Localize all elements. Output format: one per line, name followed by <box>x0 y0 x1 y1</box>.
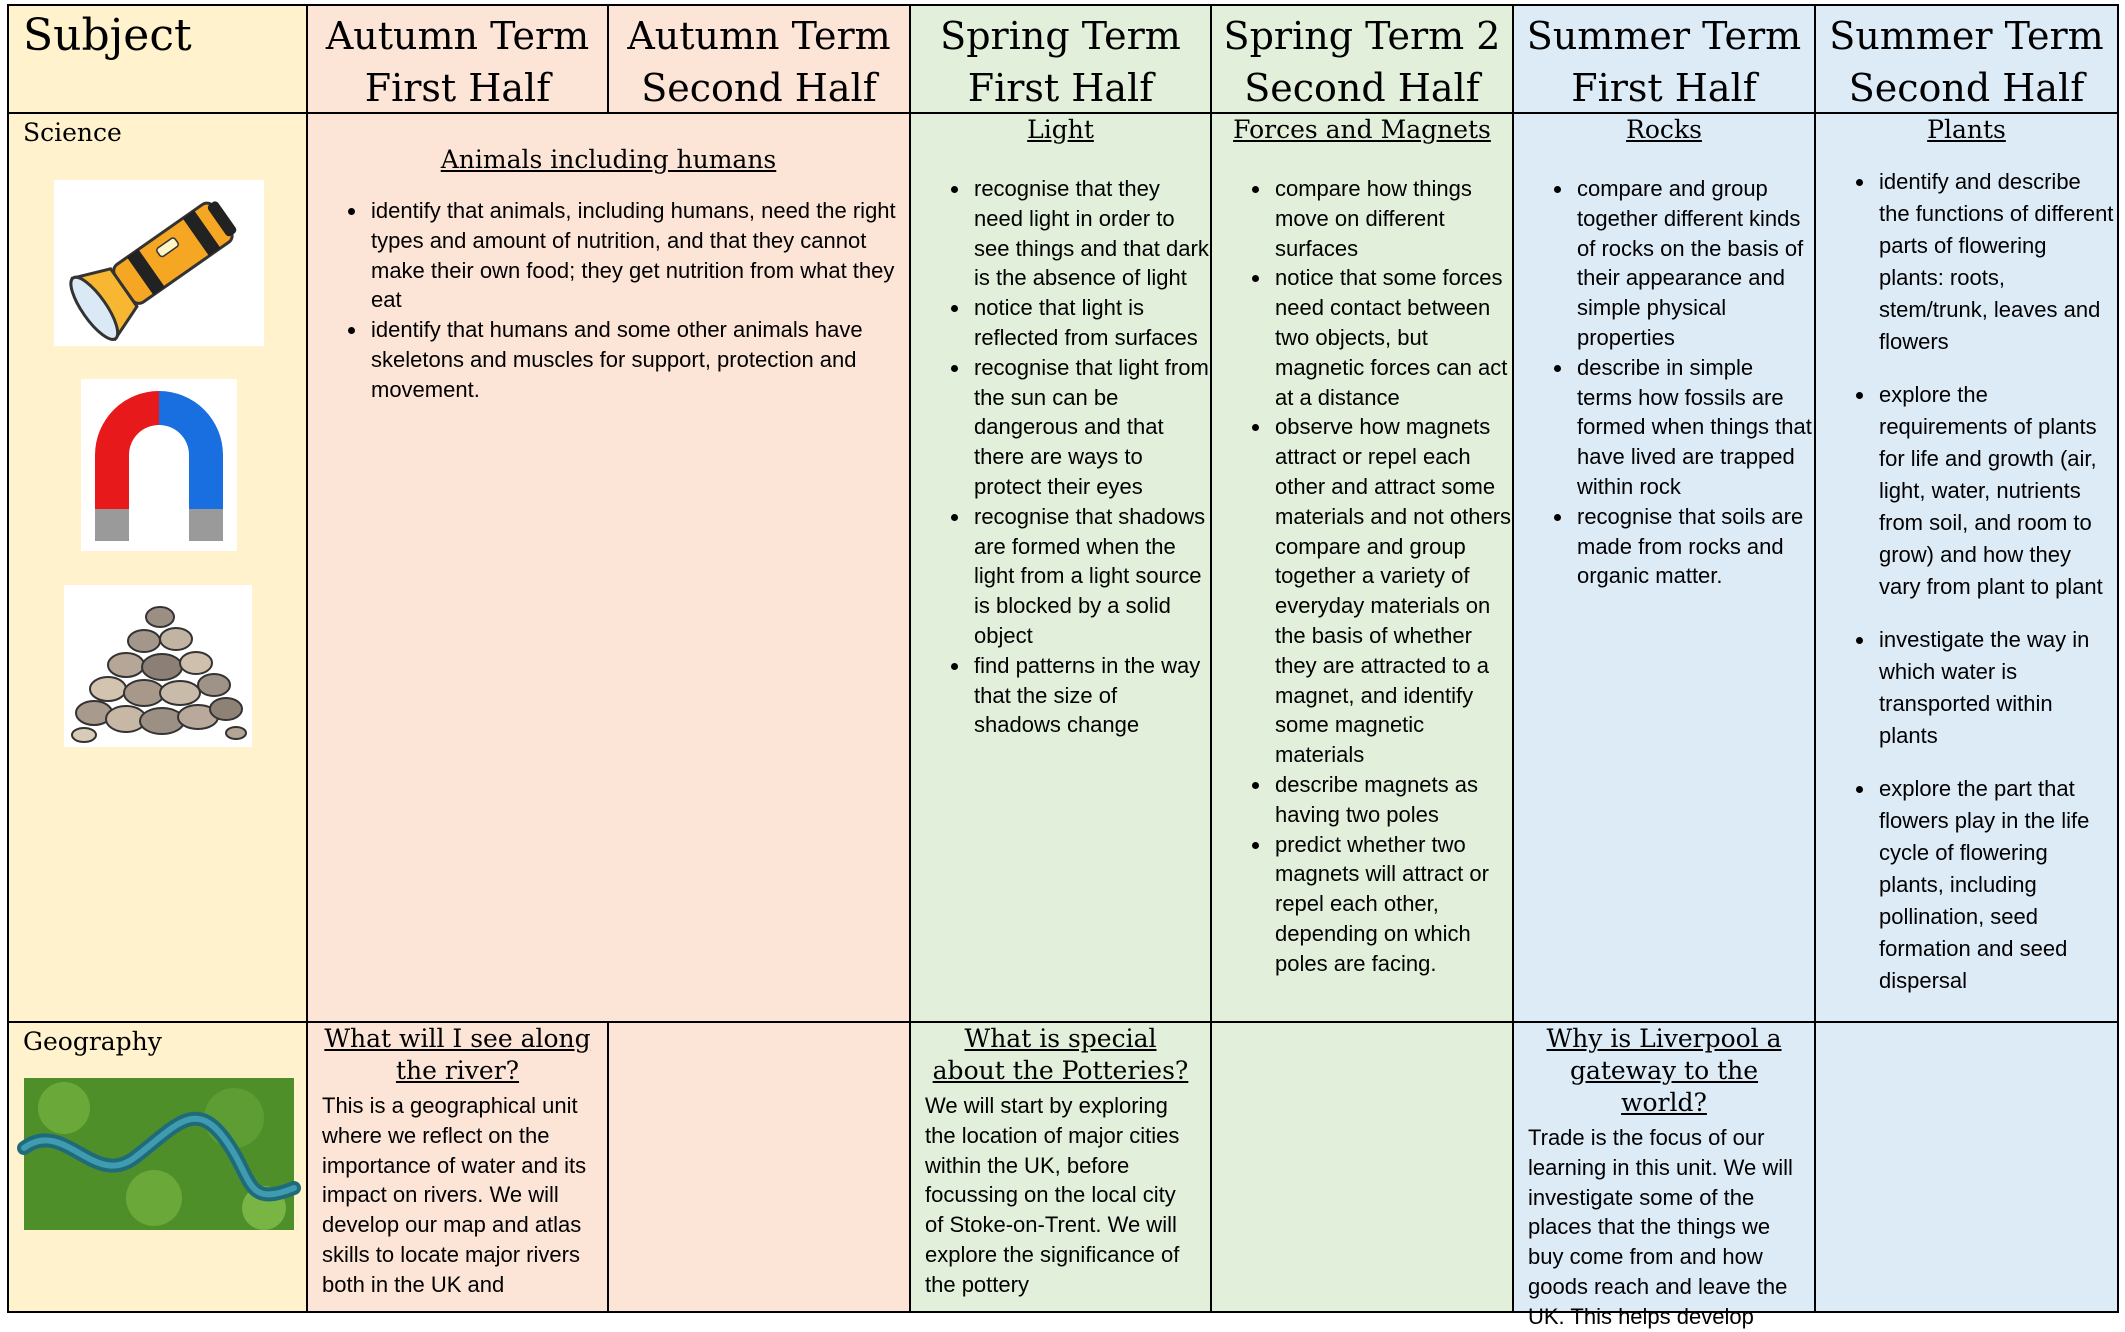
header-autumn1-line1: Autumn Term <box>325 14 590 58</box>
science-spring1-cell <box>911 114 1212 1023</box>
header-summer1-line1: Summer Term <box>1526 14 1802 58</box>
header-subject-text: Subject <box>23 10 192 61</box>
header-autumn1-line2: First Half <box>364 66 551 110</box>
geography-autumn1-topic: What will I see along the river? <box>324 1024 591 1085</box>
geography-spring1-topic: What is special about the Potteries? <box>932 1024 1189 1085</box>
list-item: • investigate the way in which water is transported within plants <box>1876 624 2117 752</box>
science-spring2-cell <box>1212 114 1514 1023</box>
header-summer-second-half <box>1816 4 2119 114</box>
river-landscape-icon <box>24 1078 294 1230</box>
header-spring-first-half <box>911 4 1212 114</box>
header-autumn2-line1: Autumn Term <box>627 14 891 58</box>
list-item: • predict whether two magnets will attract or repel each other, depending on which poles are facing. <box>1272 830 1512 979</box>
list-item: • explore the part that flowers play in the life cycle of flowering plants, including pollination, seed formation and seed dispersal <box>1876 773 2117 997</box>
science-label: Science <box>23 118 122 147</box>
science-autumn-list <box>308 196 909 405</box>
science-summer2-topic: Plants <box>1927 115 2006 144</box>
header-spring1-line1: Spring Term <box>940 14 1181 58</box>
geography-spring1-text: We will start by exploring the location of major cities within the UK, before focussing on the local city of Stoke-on-Trent. We will explore the significance of the pottery <box>925 1093 1180 1297</box>
list-item: • identify and describe the functions of different parts of flowering plants: roots, stem/trunk, leaves and flowers <box>1876 166 2117 358</box>
header-spring2-line1: Spring Term 2 <box>1223 14 1501 58</box>
science-summer1-cell <box>1514 114 1816 1023</box>
science-spring2-list <box>1212 174 1512 979</box>
list-item: • notice that light is reflected from surfaces <box>971 293 1210 353</box>
science-summer1-list <box>1514 174 1814 591</box>
list-item: • describe in simple terms how fossils are formed when things that have lived are trapped within rock <box>1574 353 1814 502</box>
list-item: • describe magnets as having two poles <box>1272 770 1512 830</box>
header-spring1-line2: First Half <box>967 66 1154 110</box>
horseshoe-magnet-icon <box>81 379 237 551</box>
list-item: • identify that animals, including humans, need the right types and amount of nutrition, and that they cannot make their own food; they get nutrition from what they eat <box>368 196 909 315</box>
geography-summer1-cell <box>1514 1023 1816 1329</box>
geography-label: Geography <box>23 1027 162 1056</box>
science-spring2-topic: Forces and Magnets <box>1233 115 1491 144</box>
list-item: • recognise that light from the sun can be dangerous and that there are ways to protect their eyes <box>971 353 1210 502</box>
science-summer1-topic: Rocks <box>1626 115 1702 144</box>
science-autumn-topic: Animals including humans <box>440 145 777 174</box>
science-summer2-cell <box>1816 114 2119 1023</box>
geography-summer2-cell <box>1816 1023 2119 1313</box>
header-spring-second-half <box>1212 4 1514 114</box>
science-autumn-cell <box>308 114 911 1023</box>
header-autumn-second-half <box>609 4 911 114</box>
geography-autumn1-cell <box>308 1023 609 1313</box>
list-item: • compare how things move on different surfaces <box>1272 174 1512 263</box>
header-summer2-line2: Second Half <box>1848 66 2085 110</box>
list-item: • find patterns in the way that the size of shadows change <box>971 651 1210 740</box>
geography-subject-cell <box>7 1023 308 1313</box>
geography-spring1-cell <box>911 1023 1212 1313</box>
header-spring2-line2: Second Half <box>1244 66 1480 110</box>
list-item: • recognise that soils are made from rocks and organic matter. <box>1574 502 1814 591</box>
list-item: • recognise that shadows are formed when the light from a light source is blocked by a solid object <box>971 502 1210 651</box>
science-spring1-topic: Light <box>1027 115 1094 144</box>
header-summer1-line2: First Half <box>1571 66 1757 110</box>
science-spring1-list <box>911 174 1210 740</box>
header-summer-first-half <box>1514 4 1816 114</box>
list-item: • explore the requirements of plants for life and growth (air, light, water, nutrients from soil, and room to grow) and how they vary from plant to plant <box>1876 379 2117 603</box>
geography-autumn1-text: This is a geographical unit where we reflect on the importance of water and its impact on rivers. We will develop our map and atlas skills to locate major rivers both in the UK and <box>322 1093 587 1297</box>
science-summer2-list <box>1816 166 2117 997</box>
geography-summer1-topic: Why is Liverpool a gateway to the world? <box>1546 1024 1782 1117</box>
header-autumn2-line2: Second Half <box>641 66 877 110</box>
header-summer2-line1: Summer Term <box>1829 14 2104 58</box>
torch-icon <box>54 180 264 346</box>
list-item: • compare and group together different kinds of rocks on the basis of their appearance and simple physical properties <box>1574 174 1814 353</box>
geography-autumn2-cell <box>609 1023 911 1313</box>
header-subject <box>7 4 308 114</box>
list-item: • observe how magnets attract or repel each other and attract some materials and not others compare and group together a variety of everyday materials on the basis of whether they are attracted to a magnet, and identify some magnetic materials <box>1272 412 1512 770</box>
list-item: • notice that some forces need contact between two objects, but magnetic forces can act at a distance <box>1272 263 1512 412</box>
list-item: • identify that humans and some other animals have skeletons and muscles for support, protection and movement. <box>368 315 909 404</box>
rock-pile-icon <box>64 585 252 747</box>
header-autumn-first-half <box>308 4 609 114</box>
science-subject-cell <box>7 114 308 1023</box>
geography-summer1-text: Trade is the focus of our learning in this unit. We will investigate some of the places that the things we buy come from and how goods reach and leave the UK. This helps develop <box>1528 1125 1793 1329</box>
geography-spring2-cell <box>1212 1023 1514 1313</box>
list-item: • recognise that they need light in order to see things and that dark is the absence of light <box>971 174 1210 293</box>
